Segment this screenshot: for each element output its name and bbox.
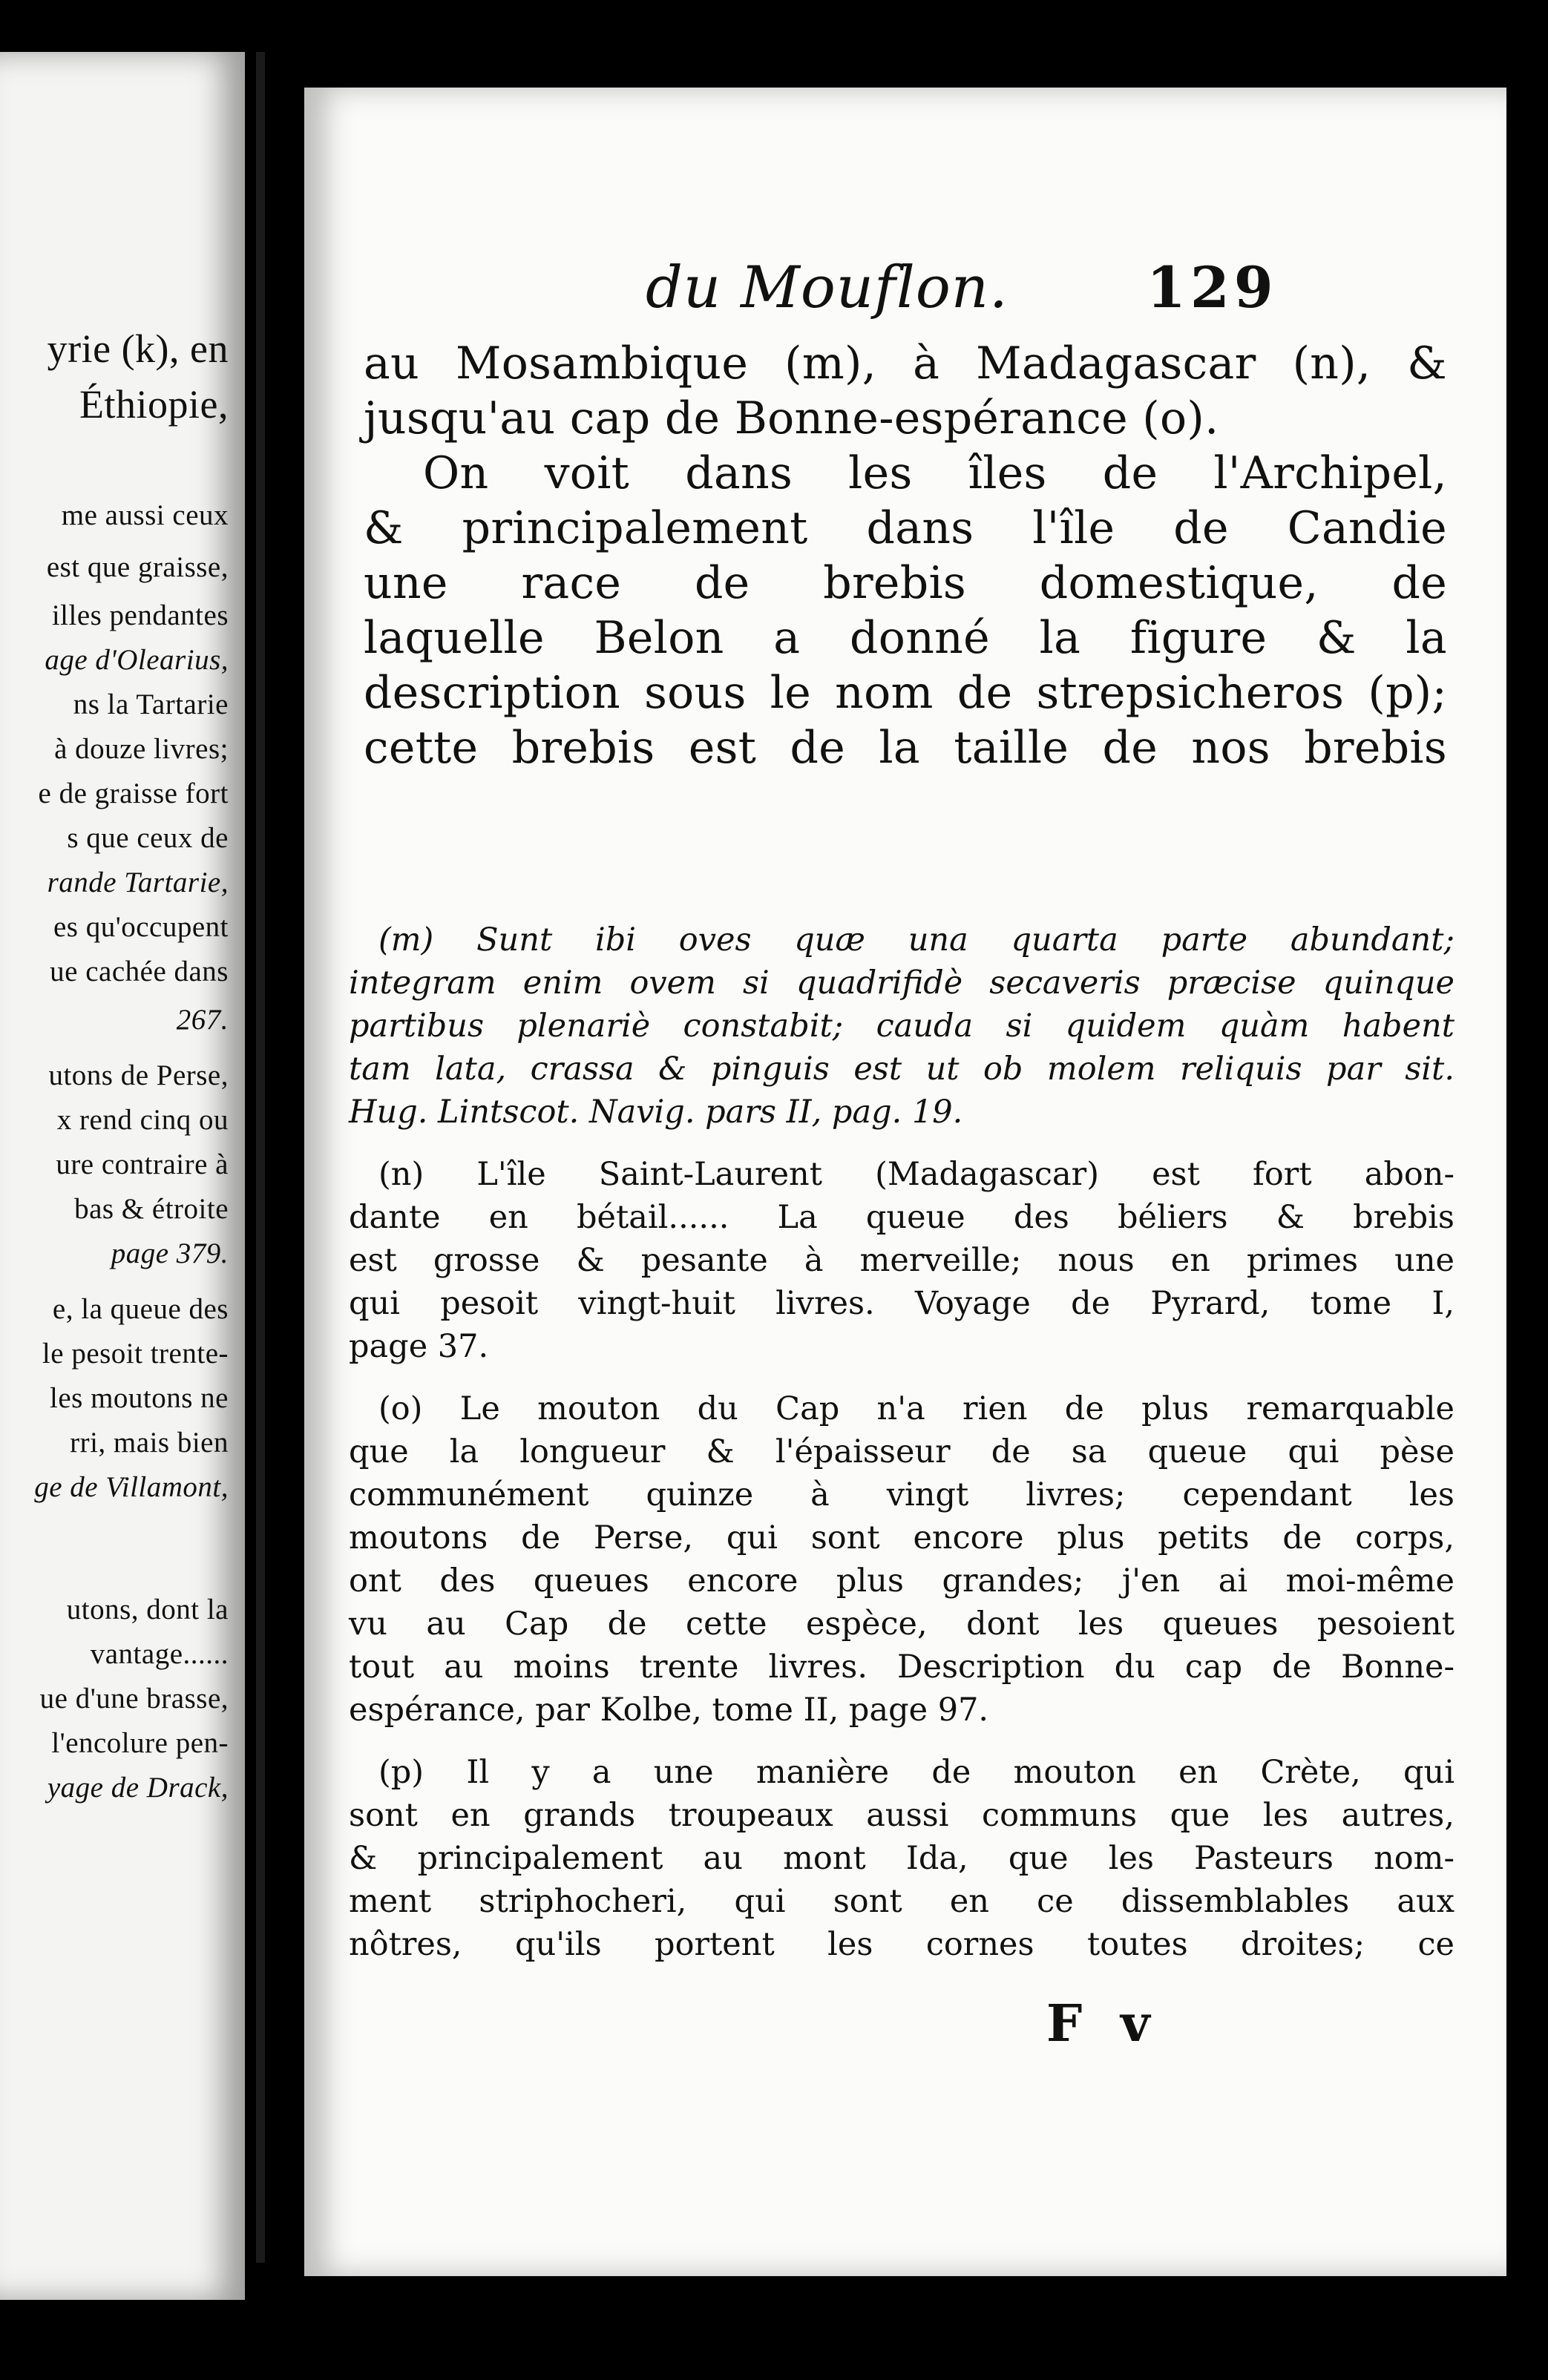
- footnote-line: (o) Le mouton du Cap n'a rien de plus remarquable: [378, 1390, 1454, 1427]
- right-page: [304, 88, 1506, 2276]
- body-line: jusqu'au cap de Bonne-espérance (o).: [364, 392, 1219, 444]
- footnote-line: integram enim ovem si quadrifidè secaveris præcise quinque: [349, 964, 1454, 1002]
- footnote-line: espérance, par Kolbe, tome II, page 97.: [349, 1692, 989, 1729]
- footnote-line: qui pesoit vingt-huit livres. Voyage de Pyrard, tome I,: [349, 1285, 1454, 1322]
- left-page-line: l'encolure pen-: [51, 1727, 229, 1759]
- footnote-line: Hug. Lintscot. Navig. pars II, pag. 19.: [349, 1094, 963, 1131]
- page-number: 129: [1147, 254, 1278, 320]
- left-page-line: utons, dont la: [66, 1594, 229, 1625]
- left-page-line: bas & étroite: [74, 1193, 229, 1225]
- left-page-line: utons de Perse,: [48, 1059, 229, 1091]
- main-text: [364, 336, 1447, 775]
- footnote-p: [349, 1751, 1454, 1966]
- bottom-margin: [304, 2276, 1506, 2380]
- body-line: & principalement dans l'île de Candie: [364, 502, 1447, 554]
- left-page-line: le pesoit trente-: [42, 1338, 229, 1370]
- footnote-line: (n) L'île Saint-Laurent (Madagascar) est fort abon-: [378, 1156, 1454, 1193]
- body-line: laquelle Belon a donné la figure & la: [364, 612, 1447, 664]
- footnote-line: dante en bétail...... La queue des béliers & brebis: [349, 1199, 1454, 1236]
- footnote-line: est grosse & pesante à merveille; nous en primes une: [349, 1242, 1454, 1279]
- left-page-line: à douze livres;: [54, 733, 229, 765]
- footnote-line: tam lata, crassa & pinguis est ut ob molem reliquis par sit.: [349, 1051, 1454, 1088]
- footnote-m: [349, 918, 1454, 1134]
- book-gutter: [245, 0, 304, 2380]
- footnote-line: (m) Sunt ibi oves quæ una quarta parte abundant;: [378, 921, 1454, 959]
- left-facing-page: [0, 52, 245, 2300]
- left-page-line: 267.: [176, 1004, 229, 1036]
- left-page-line: age d'Olearius,: [45, 644, 229, 676]
- footnote-line: page 37.: [349, 1328, 489, 1365]
- footnote-line: vu au Cap de cette espèce, dont les queues pesoient: [349, 1605, 1454, 1643]
- footnote-line: ont des queues encore plus grandes; j'en ai moi-même: [349, 1562, 1454, 1600]
- footnote-n: [349, 1153, 1454, 1368]
- footnote-line: que la longueur & l'épaisseur de sa queue qui pèse: [349, 1433, 1454, 1470]
- left-page-line: ue cachée dans: [50, 956, 229, 987]
- footnote-line: & principalement au mont Ida, que les Pasteurs nom-: [349, 1840, 1454, 1877]
- left-page-line: vantage......: [90, 1638, 229, 1670]
- body-line: au Mosambique (m), à Madagascar (n), &: [364, 338, 1447, 389]
- left-page-line: Éthiopie,: [79, 382, 229, 427]
- left-page-line: rri, mais bien: [70, 1427, 229, 1459]
- body-line: description sous le nom de strepsicheros (p);: [364, 667, 1447, 719]
- footnote-line: (p) Il y a une manière de mouton en Crète, qui: [378, 1754, 1454, 1791]
- running-head: du Mouflon.: [646, 254, 1009, 321]
- signature-mark: F v: [1046, 1994, 1161, 2054]
- footnote-line: ment striphocheri, qui sont en ce dissemblables aux: [349, 1883, 1454, 1920]
- page-header: [304, 243, 1506, 332]
- footnote-line: nôtres, qu'ils portent les cornes toutes droites; ce: [349, 1926, 1454, 1963]
- footnote-o: [349, 1387, 1454, 1732]
- body-line: une race de brebis domestique, de: [364, 557, 1447, 609]
- left-page-line: ge de Villamont,: [34, 1471, 229, 1503]
- left-page-line: e de graisse fort: [38, 778, 229, 809]
- left-page-line: s que ceux de: [67, 822, 229, 854]
- left-page-line: es qu'occupent: [53, 911, 229, 943]
- left-page-line: ns la Tartarie: [73, 688, 229, 720]
- left-page-line: ue d'une brasse,: [39, 1683, 229, 1715]
- left-page-line: est que graisse,: [46, 551, 229, 583]
- body-line: On voit dans les îles de l'Archipel,: [423, 447, 1447, 499]
- left-page-line: rande Tartarie,: [47, 867, 229, 898]
- left-page-line: illes pendantes: [51, 599, 229, 631]
- body-line: cette brebis est de la taille de nos brebis: [364, 722, 1447, 774]
- footnote-line: communément quinze à vingt livres; cependant les: [349, 1476, 1454, 1513]
- left-page-line: yrie (k), en: [47, 326, 229, 371]
- gutter-edge: [256, 52, 265, 2263]
- footnote-line: sont en grands troupeaux aussi communs que les autres,: [349, 1797, 1454, 1834]
- left-page-line: yage de Drack,: [47, 1772, 229, 1804]
- left-page-line: page 379.: [111, 1237, 229, 1269]
- left-page-line: les moutons ne: [50, 1382, 229, 1414]
- left-page-line: me aussi ceux: [61, 499, 229, 531]
- footnote-line: moutons de Perse, qui sont encore plus petits de corps,: [349, 1519, 1454, 1556]
- left-page-line: x rend cinq ou: [56, 1104, 229, 1136]
- footnote-line: partibus plenariè constabit; cauda si quidem quàm habent: [349, 1007, 1454, 1045]
- footnotes: [349, 918, 1454, 1985]
- left-page-line: e, la queue des: [52, 1293, 229, 1325]
- footnote-line: tout au moins trente livres. Description du cap de Bonne-: [349, 1648, 1454, 1686]
- left-page-line: ure contraire à: [56, 1148, 229, 1180]
